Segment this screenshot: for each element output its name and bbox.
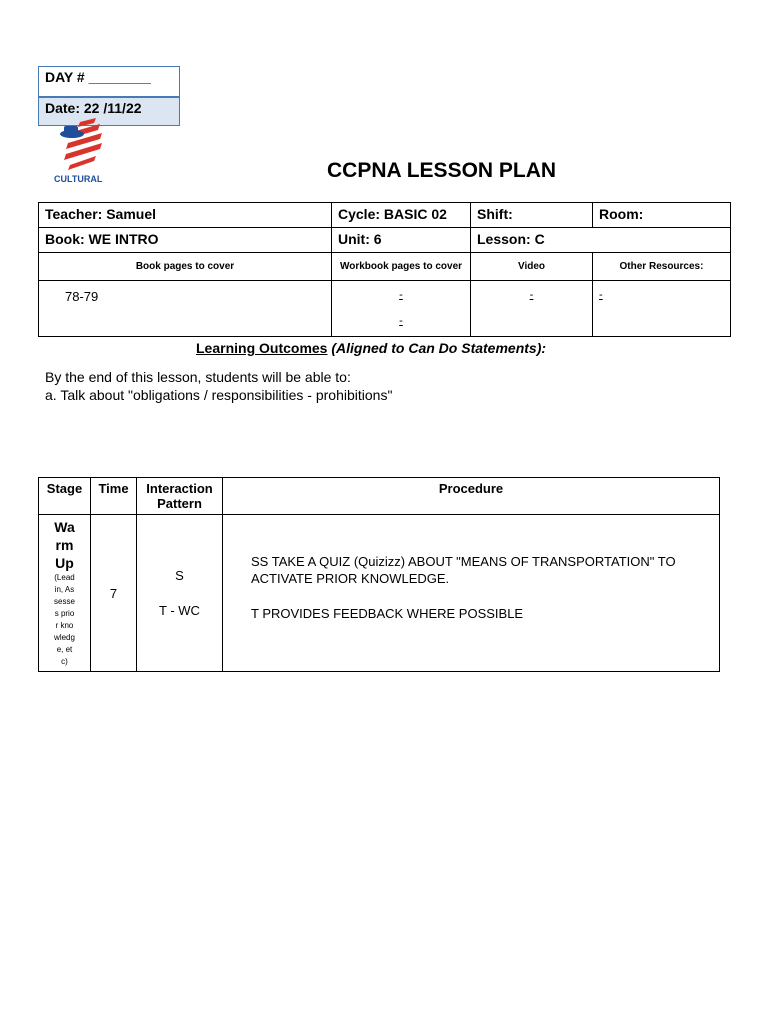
procedure-step-2: T PROVIDES FEEDBACK WHERE POSSIBLE bbox=[251, 606, 524, 621]
table-row bbox=[39, 515, 720, 672]
book-pages-value: 78-79 bbox=[39, 281, 332, 337]
workbook-pages-header: Workbook pages to cover bbox=[332, 253, 471, 281]
book-cell: Book: WE INTRO bbox=[39, 228, 332, 253]
lesson-cell: Lesson: C bbox=[471, 228, 731, 253]
learning-outcomes-body bbox=[45, 368, 392, 404]
book-pages-header: Book pages to cover bbox=[39, 253, 332, 281]
workbook-dash-1: - bbox=[399, 289, 403, 301]
workbook-pages-value bbox=[332, 281, 471, 337]
stage-note: (Lead in, Assesses prior knowledge, etc) bbox=[54, 573, 75, 666]
procedure-cell bbox=[223, 515, 720, 672]
date-field: Date: 22 /11/22 bbox=[39, 96, 179, 125]
procedure-step-1: SS TAKE A QUIZ (Quizizz) ABOUT "MEANS OF TRANSPORTATION" TO ACTIVATE PRIOR KNOWLEDGE. bbox=[251, 554, 676, 586]
cultural-logo bbox=[50, 118, 112, 190]
learning-outcomes-note: (Aligned to Can Do Statements): bbox=[327, 340, 547, 356]
logo-caption: CULTURAL bbox=[54, 174, 103, 184]
interaction-pattern-1: S bbox=[175, 567, 184, 583]
learning-outcomes-label: Learning Outcomes bbox=[196, 340, 328, 356]
learning-outcomes-intro: By the end of this lesson, students will be able to: bbox=[45, 369, 351, 385]
cycle-cell: Cycle: BASIC 02 bbox=[332, 203, 471, 228]
video-value bbox=[471, 281, 593, 337]
logo-icon bbox=[50, 118, 112, 174]
other-resources-dash: - bbox=[599, 289, 603, 301]
teacher-cell: Teacher: Samuel bbox=[39, 203, 332, 228]
learning-outcome-a: a. Talk about "obligations / responsibilities - prohibitions" bbox=[45, 387, 393, 403]
procedure-header: Procedure bbox=[223, 478, 720, 515]
other-resources-header: Other Resources: bbox=[593, 253, 731, 281]
day-field: DAY # ________ bbox=[45, 69, 151, 85]
shift-cell: Shift: bbox=[471, 203, 593, 228]
lesson-info-table bbox=[38, 202, 731, 337]
workbook-dash-2: - bbox=[399, 315, 403, 327]
interaction-cell bbox=[137, 515, 223, 672]
learning-outcomes-title bbox=[196, 340, 546, 356]
other-resources-value bbox=[593, 281, 731, 337]
room-cell: Room: bbox=[593, 203, 731, 228]
stage-name: Warm Up bbox=[54, 519, 75, 571]
video-dash: - bbox=[529, 289, 534, 301]
stages-table bbox=[38, 477, 720, 672]
time-header: Time bbox=[91, 478, 137, 515]
day-date-box bbox=[38, 66, 180, 126]
stage-header: Stage bbox=[39, 478, 91, 515]
time-cell: 7 bbox=[91, 515, 137, 672]
video-header: Video bbox=[471, 253, 593, 281]
interaction-header: Interaction Pattern bbox=[137, 478, 223, 515]
interaction-pattern-2: T - WC bbox=[159, 602, 200, 618]
unit-cell: Unit: 6 bbox=[332, 228, 471, 253]
stage-cell bbox=[39, 515, 91, 672]
page-title: CCPNA LESSON PLAN bbox=[327, 159, 557, 182]
